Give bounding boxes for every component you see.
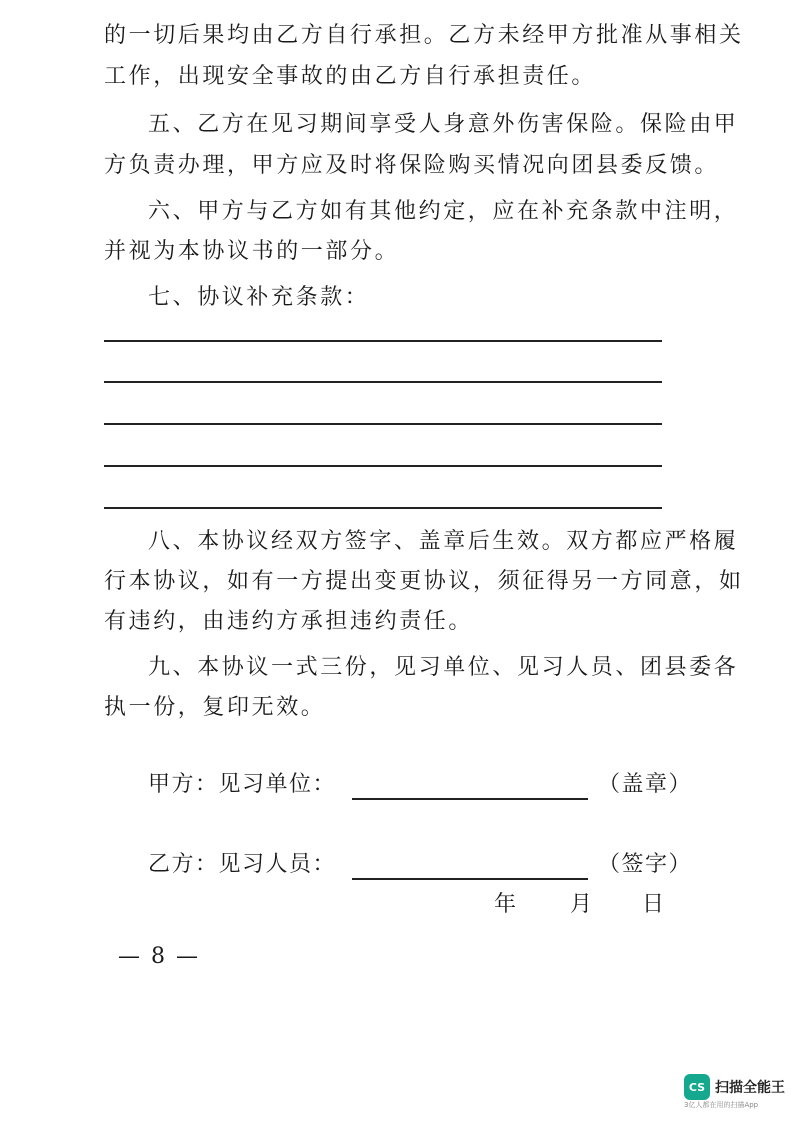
paragraph-5-line-1: 五、乙方在见习期间享受人身意外伤害保险。保险由甲 — [148, 112, 739, 137]
party-a-label: 甲方：见习单位： — [148, 772, 337, 797]
party-a-signature-row — [148, 770, 692, 800]
paragraph-8-line-3: 有违约，由违约方承担违约责任。 — [104, 609, 474, 634]
paragraph-8-line-1: 八、本协议经双方签字、盖章后生效。双方都应严格履 — [148, 529, 739, 554]
party-a-signature-field[interactable] — [352, 774, 588, 800]
party-b-signature-row — [148, 850, 692, 880]
party-b-label: 乙方：见习人员： — [148, 852, 337, 877]
date-line — [494, 890, 664, 920]
paragraph-4-line-1: 的一切后果均由乙方自行承担。乙方未经甲方批准从事相关 — [104, 23, 744, 48]
paragraph-8-line-2: 行本协议，如有一方提出变更协议，须征得另一方同意，如 — [104, 569, 744, 594]
paragraph-5-line-2: 方负责办理，甲方应及时将保险购买情况向团县委反馈。 — [104, 153, 720, 178]
supplement-blank-line[interactable] — [104, 340, 662, 342]
date-day: 日 — [642, 892, 665, 917]
party-b-sign-note: （签字） — [598, 852, 693, 877]
paragraph-9-line-1: 九、本协议一式三份，见习单位、见习人员、团县委各 — [148, 655, 739, 680]
supplement-blank-line[interactable] — [104, 423, 662, 425]
supplement-blank-line[interactable] — [104, 465, 662, 467]
paragraph-7-heading: 七、协议补充条款： — [148, 285, 370, 310]
paragraph-4-line-2: 工作，出现安全事故的由乙方自行承担责任。 — [104, 64, 597, 89]
paragraph-9-line-2: 执一份，复印无效。 — [104, 695, 326, 720]
camscanner-logo-icon: CS — [684, 1074, 710, 1100]
scanner-watermark — [684, 1074, 785, 1100]
paragraph-6-line-2: 并视为本协议书的一部分。 — [104, 239, 400, 264]
date-year: 年 — [494, 892, 517, 917]
party-a-seal-note: （盖章） — [598, 772, 693, 797]
date-month: 月 — [570, 892, 593, 917]
watermark-tagline: 3亿人都在用的扫描App — [684, 1101, 759, 1109]
supplement-blank-line[interactable] — [104, 381, 662, 383]
page-number: — 8 — — [118, 944, 200, 969]
party-b-signature-field[interactable] — [352, 854, 588, 880]
watermark-brand: 扫描全能王 — [715, 1080, 785, 1096]
paragraph-6-line-1: 六、甲方与乙方如有其他约定，应在补充条款中注明， — [148, 199, 739, 224]
supplement-blank-line[interactable] — [104, 507, 662, 509]
